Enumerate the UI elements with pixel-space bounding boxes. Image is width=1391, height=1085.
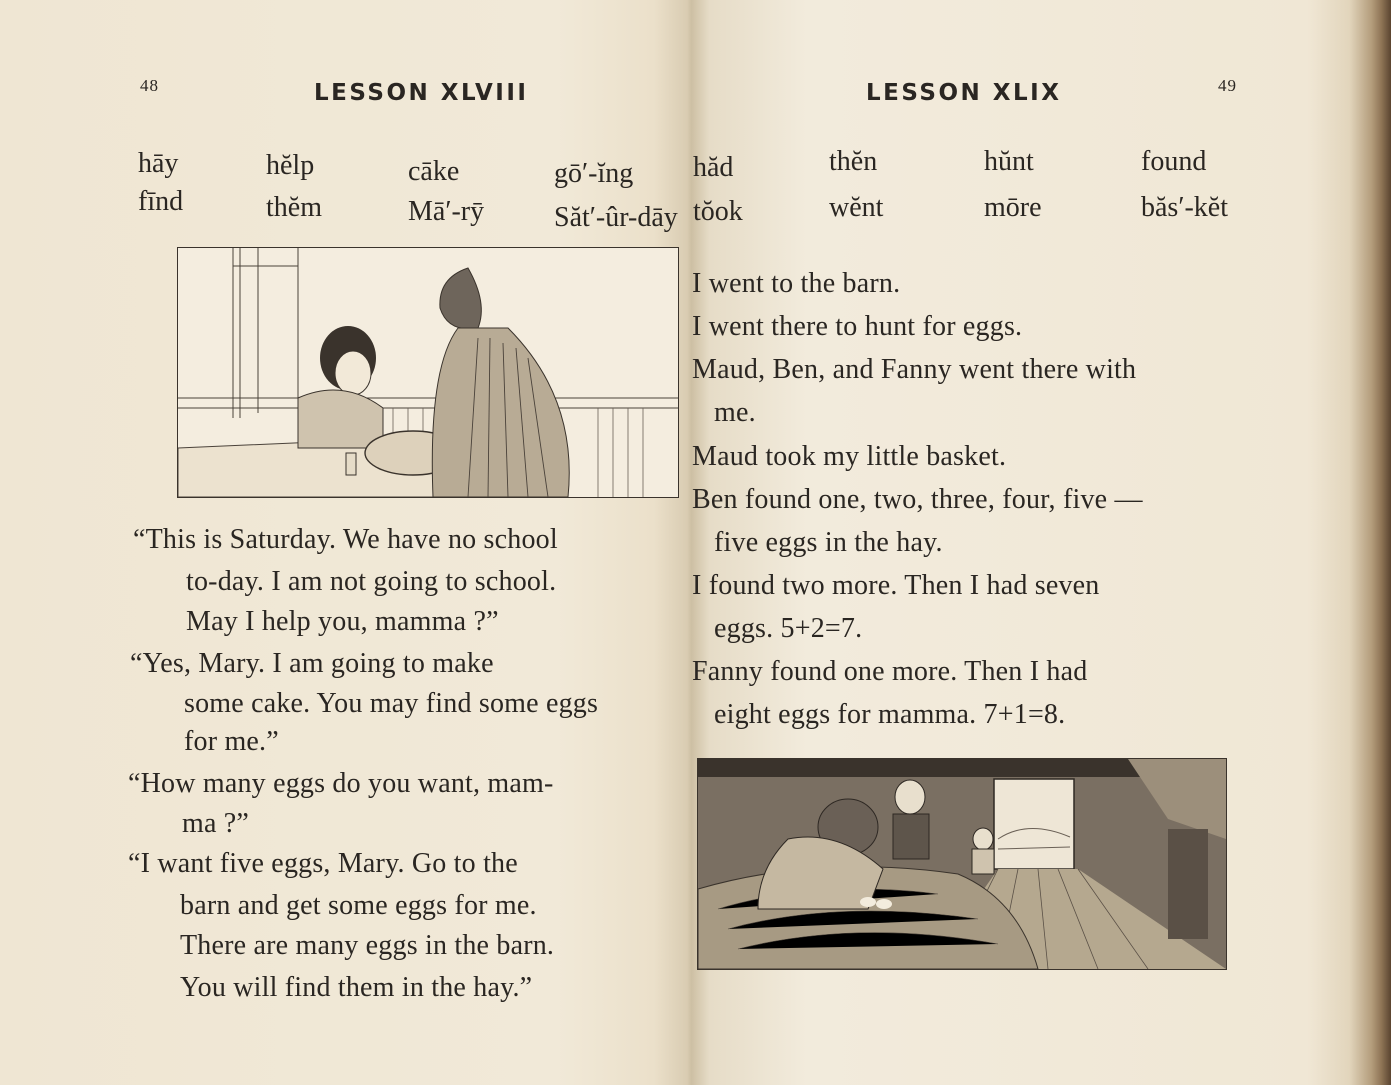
text-line: “How many eggs do you want, mam- [128,768,554,799]
vocab-word: wĕnt [829,192,884,223]
text-line: some cake. You may find some eggs [184,688,599,719]
text-line: Maud, Ben, and Fanny went there with [692,354,1137,385]
text-line: I went to the barn. [692,268,901,299]
vocab-word: hŭnt [984,146,1034,177]
vocab-word: Mā′-rȳ [408,196,485,227]
vocab-word: băs′-kĕt [1141,192,1228,223]
illustration-children-in-barn [697,758,1227,970]
text-line: eight eggs for mamma. 7+1=8. [714,699,1066,730]
right-page [688,0,1391,1085]
text-line: Maud took my little basket. [692,441,1007,472]
vocab-word: hāy [138,148,179,179]
text-line: Ben found one, two, three, four, five — [692,484,1143,515]
text-line: for me.” [184,726,279,757]
text-line: You will find them in the hay.” [180,972,533,1003]
vocab-word: fīnd [138,186,184,217]
vocab-word: found [1141,146,1207,177]
text-line: “I want five eggs, Mary. Go to the [128,848,518,879]
page-number-48: 48 [140,76,159,95]
illustration-mother-baking-with-girl [177,247,679,498]
text-line: eggs. 5+2=7. [714,613,863,644]
vocab-word: mōre [984,192,1042,223]
vocab-word: Săt′-ûr-dāy [554,202,678,233]
vocab-word: thĕn [829,146,878,177]
vocab-word: thĕm [266,192,322,223]
text-line: There are many eggs in the barn. [180,930,555,961]
text-line: barn and get some eggs for me. [180,890,537,921]
vocab-word: gō′-ĭng [554,158,634,189]
text-line: me. [714,397,756,428]
text-line: five eggs in the hay. [714,527,943,558]
text-line: “Yes, Mary. I am going to make [130,648,494,679]
page-number-49: 49 [1218,76,1237,95]
lesson-title-xlviii: LESSON XLVIII [314,80,529,106]
left-page [0,0,688,1085]
vocab-word: hĕlp [266,150,315,181]
text-line: to-day. I am not going to school. [186,566,557,597]
text-line: ma ?” [182,808,250,839]
illustration-barn-drawing [698,759,1226,969]
vocab-word: tŏok [693,196,743,227]
text-line: “This is Saturday. We have no school [133,524,558,555]
text-line: Fanny found one more. Then I had [692,656,1088,687]
lesson-title-xlix: LESSON XLIX [866,80,1062,106]
illustration-kitchen-drawing [178,248,678,497]
vocab-word: cāke [408,156,460,187]
text-line: I found two more. Then I had seven [692,570,1100,601]
text-line: May I help you, mamma ?” [186,606,499,637]
vocab-word: hăd [693,152,734,183]
text-line: I went there to hunt for eggs. [692,311,1023,342]
